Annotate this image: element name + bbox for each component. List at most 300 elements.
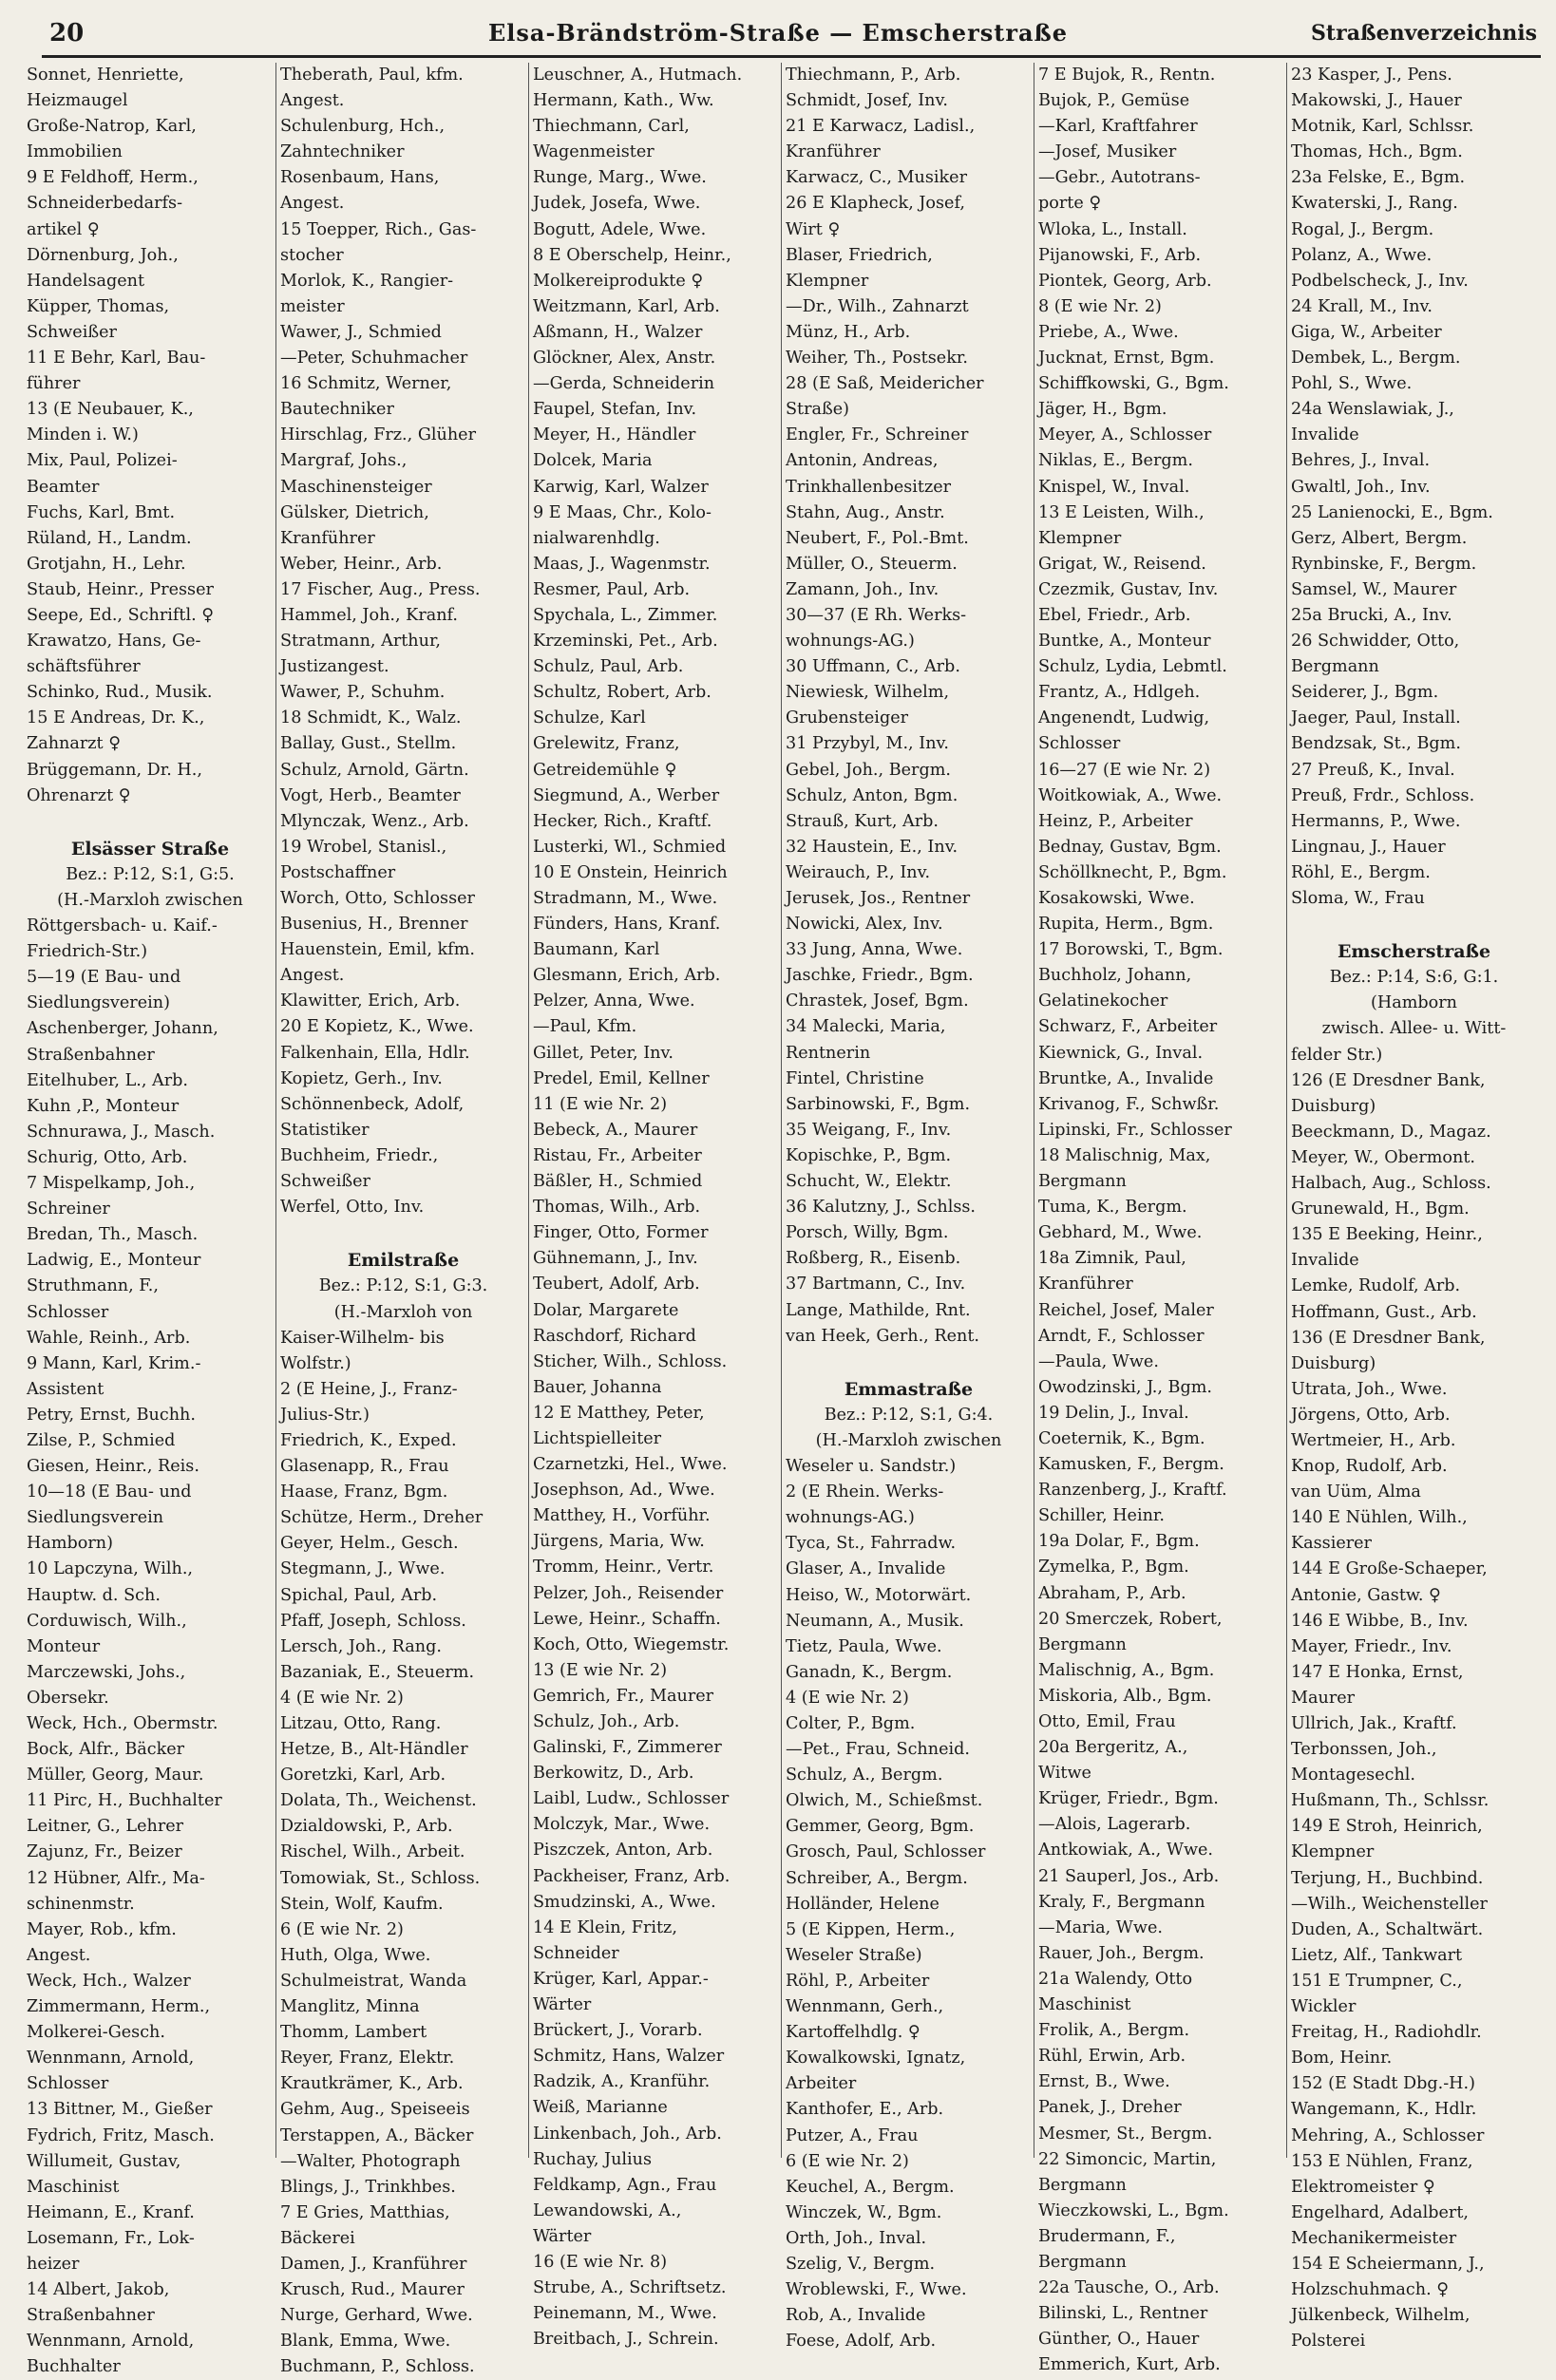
street-info: (Hamborn [1371,993,1457,1013]
directory-entry: führer [27,374,81,394]
directory-entry: 11 Pirc, H., Buchhalter [27,1791,222,1811]
directory-entry: Haase, Franz, Bgm. [280,1483,448,1502]
directory-entry: Brückert, J., Vorarb. [533,2021,703,2041]
directory-entry: Glesmann, Erich, Arb. [533,966,721,986]
directory-entry: 10 E Onstein, Heinrich [533,862,728,882]
directory-entry: 153 E Nühlen, Franz, [1291,2151,1473,2171]
directory-entry: Friedrich-Str.) [27,942,148,962]
directory-entry: Finger, Otto, Former [533,1223,709,1243]
column-2 [275,63,528,2377]
directory-entry: 140 E Nühlen, Wilh., [1291,1508,1468,1528]
directory-entry: Schulz, Joh., Arb. [533,1712,680,1731]
directory-entry: Manglitz, Minna [280,1997,420,2017]
directory-entry: Terstappen, A., Bäcker [280,2125,474,2145]
directory-entry: Thomas, Hch., Bgm. [1291,142,1463,162]
directory-entry: Thomas, Wilh., Arb. [533,1198,701,1218]
directory-entry: Schreiber, A., Bergm. [786,1868,968,1888]
directory-entry: Motnik, Karl, Schlssr. [1291,117,1474,137]
directory-entry: Statistiker [280,1120,370,1140]
directory-entry: Engler, Fr., Schreiner [786,425,969,445]
directory-entry: 20a Bergeritz, A., [1038,1738,1188,1758]
directory-entry: Neumann, A., Musik. [786,1611,964,1631]
directory-entry: Lemke, Rudolf, Arb. [1291,1276,1461,1296]
directory-entry: Worch, Otto, Schlosser [280,889,475,908]
directory-entry: 17 Fischer, Aug., Press. [280,579,481,599]
directory-entry: Lipinski, Fr., Schlosser [1038,1120,1232,1140]
directory-entry: Weseler Straße) [786,1945,922,1965]
directory-entry: Schnurawa, J., Masch. [27,1122,216,1142]
directory-entry: Lusterki, Wl., Schmied [533,837,727,857]
directory-entry: Heizmaugel [27,91,128,111]
directory-entry: Wirt ♀ [786,219,841,239]
directory-entry: Porsch, Willy, Bgm. [786,1223,949,1243]
directory-entry: Klawitter, Erich, Arb. [280,992,461,1011]
directory-entry: Invalide [1291,425,1359,445]
directory-entry: Lietz, Alf., Tankwart [1291,1945,1463,1965]
street-info: (H.-Marxloh zwischen [57,891,243,910]
directory-entry: 8 E Oberschelp, Heinr., [533,245,731,265]
directory-entry: Sarbinowski, F., Bgm. [786,1094,971,1114]
directory-entry: 4 (E wie Nr. 2) [786,1688,909,1708]
directory-entry: 20 Smerczek, Robert, [1038,1609,1223,1629]
directory-entry: Matthey, H., Vorführ. [533,1506,711,1526]
directory-entry: Schurig, Otto, Arb. [27,1147,188,1167]
directory-entry: 15 Toepper, Rich., Gas- [280,219,477,239]
directory-entry: Weiß, Marianne [533,2098,668,2118]
directory-entry: Grelewitz, Franz, [533,734,680,754]
directory-entry: Foese, Adolf, Arb. [786,2332,937,2352]
directory-entry: Kwaterski, J., Rang. [1291,194,1458,214]
directory-entry: Staub, Heinr., Presser [27,579,214,599]
directory-entry: Knop, Rudolf, Arb. [1291,1457,1448,1477]
directory-entry: Putzer, A., Frau [786,2125,919,2145]
directory-entry: Gwaltl, Joh., Inv. [1291,477,1431,497]
directory-entry: Owodzinski, J., Bgm. [1038,1377,1212,1397]
directory-entry: 147 E Honka, Ernst, [1291,1662,1464,1682]
directory-entry: van Heek, Gerh., Rent. [786,1326,980,1346]
directory-entry: Utrata, Joh., Wwe. [1291,1379,1448,1399]
directory-entry: 21 E Karwacz, Ladisl., [786,117,976,137]
directory-entry: Krzeminski, Pet., Arb. [533,632,718,652]
directory-entry: Monteur [27,1636,101,1656]
directory-entry: Packheiser, Franz, Arb. [533,1866,731,1886]
directory-entry: wohnungs-AG.) [786,632,915,652]
directory-entry: Halbach, Aug., Schloss. [1291,1174,1491,1194]
directory-entry: Krüger, Karl, Appar.- [533,1969,709,1989]
directory-entry: 26 Schwidder, Otto, [1291,632,1460,652]
directory-entry: Mesmer, St., Bergm. [1038,2124,1213,2144]
directory-entry: 20 E Kopietz, K., Wwe. [280,1017,474,1037]
directory-entry: Ullrich, Jak., Kraftf. [1291,1714,1457,1733]
directory-entry: Bendzsak, St., Bgm. [1291,734,1461,754]
directory-entry: Lichtspielleiter [533,1428,662,1448]
directory-entry: 16 (E wie Nr. 8) [533,2252,668,2272]
directory-entry: Engelhard, Adalbert, [1291,2202,1469,2222]
directory-entry: Thiechmann, Carl, [533,117,690,137]
directory-entry: 18a Zimnik, Paul, [1038,1249,1186,1269]
directory-entry: 36 Kalutzny, J., Schlss. [786,1198,977,1218]
directory-entry: Kosakowski, Wwe. [1038,889,1195,908]
directory-entry: 135 E Beeking, Heinr., [1291,1225,1483,1245]
directory-entry: Röhl, E., Bergm. [1291,862,1431,882]
directory-entry: Siedlungsverein [27,1508,164,1528]
directory-entry: Weck, Hch., Walzer [27,1971,191,1991]
directory-entry: Schlosser [27,1302,109,1322]
directory-entry: Schulze, Karl [533,708,646,728]
directory-entry: —Karl, Kraftfahrer [1038,117,1198,137]
directory-entry: felder Str.) [1291,1045,1383,1065]
directory-entry: Wloka, L., Install. [1038,219,1187,239]
directory-entry: Faupel, Stefan, Inv. [533,400,697,420]
street-info: (H.-Marxloh zwischen [815,1430,1002,1450]
directory-entry: Wennmann, Arnold, [27,2332,195,2352]
directory-entry: Zymelka, P., Bgm. [1038,1558,1189,1577]
directory-entry: Bruntke, A., Invalide [1038,1068,1214,1088]
directory-entry: Piszczek, Anton, Arb. [533,1841,713,1861]
directory-entry: Giga, W., Arbeiter [1291,322,1442,342]
directory-entry: Kanthofer, E., Arb. [786,2100,944,2120]
directory-entry: Kaiser-Wilhelm- bis [280,1328,445,1348]
directory-entry: 4 (E wie Nr. 2) [280,1688,404,1708]
directory-entry: Lewandowski, A., [533,2201,682,2220]
directory-entry: —Pet., Frau, Schneid. [786,1740,970,1760]
directory-entry: 22 Simoncic, Martin, [1038,2149,1217,2169]
directory-entry: Freitag, H., Radiohdlr. [1291,2023,1482,2043]
directory-entry: Wawer, J., Schmied [280,322,442,342]
directory-entry: Zahnarzt ♀ [27,734,122,754]
directory-entry: Josephson, Ad., Wwe. [533,1481,715,1501]
directory-entry: Rogal, J., Bergm. [1291,219,1434,239]
directory-entry: Jörgens, Otto, Arb. [1291,1405,1451,1425]
directory-entry: stocher [280,245,344,265]
directory-entry: 152 (E Stadt Dbg.-H.) [1291,2074,1475,2094]
directory-entry: 13 Bittner, M., Gießer [27,2100,213,2120]
directory-entry: Wroblewski, F., Wwe. [786,2280,967,2300]
directory-entry: 13 (E Neubauer, K., [27,400,194,420]
directory-entry: 12 E Matthey, Peter, [533,1403,705,1423]
directory-entry: Neubert, F., Pol.-Bmt. [786,528,969,548]
directory-entry: Roßberg, R., Eisenb. [786,1249,961,1269]
directory-entry: 25 Lanienocki, E., Bgm. [1291,502,1493,522]
directory-entry: Bautechniker [280,400,394,420]
directory-entry: Gühnemann, J., Inv. [533,1249,698,1269]
directory-entry: 5 (E Kippen, Herm., [786,1919,956,1939]
directory-entry: 126 (E Dresdner Bank, [1291,1070,1486,1090]
directory-entry: 22a Tausche, O., Arb. [1038,2278,1220,2298]
directory-entry: Wärter [533,2226,592,2246]
directory-entry: Kranführer [280,528,375,548]
directory-entry: 18 Schmidt, K., Walz. [280,708,462,728]
directory-entry: Mix, Paul, Polizei- [27,451,178,471]
directory-entry: Bebeck, A., Maurer [533,1120,698,1140]
directory-entry: Krautkrämer, K., Arb. [280,2074,464,2094]
directory-entry: Glasenapp, R., Frau [280,1457,449,1477]
directory-entry: Giesen, Heinr., Reis. [27,1457,199,1477]
directory-entry: Ruchay, Julius [533,2149,653,2169]
directory-entry: Bujok, P., Gemüse [1038,91,1190,111]
directory-entry: Friedrich, K., Exped. [280,1430,457,1450]
directory-entry: Brudermann, F., [1038,2226,1176,2246]
directory-entry: 34 Malecki, Maria, [786,1017,946,1037]
directory-entry: 9 E Maas, Chr., Kolo- [533,502,712,522]
directory-entry: Dembek, L., Bergm. [1291,349,1461,368]
directory-entry: Arbeiter [786,2074,857,2094]
directory-entry: Holzschuhmach. ♀ [1291,2280,1450,2300]
directory-entry: Glöckner, Alex, Anstr. [533,349,716,368]
directory-entry: Mayer, Rob., kfm. [27,1919,177,1939]
directory-entry: Pohl, S., Wwe. [1291,374,1413,394]
directory-entry: Piontek, Georg, Arb. [1038,271,1212,291]
directory-entry: Aschenberger, Johann, [27,1019,218,1039]
directory-entry: Ristau, Fr., Arbeiter [533,1145,702,1165]
directory-entry: Blank, Emma, Wwe. [280,2332,451,2352]
directory-entry: 7 E Bujok, R., Rentn. [1038,66,1216,85]
directory-entry: Gehm, Aug., Speiseeis [280,2100,470,2120]
directory-entry: Podbelscheck, J., Inv. [1291,271,1469,291]
directory-entry: Siegmund, A., Werber [533,785,720,805]
directory-entry: Weirauch, P., Inv. [786,862,931,882]
directory-entry: Dörnenburg, Joh., [27,245,179,265]
directory-entry: Rischel, Wilh., Arbeit. [280,1842,465,1862]
directory-entry: Bergmann [1291,657,1379,677]
directory-entry: Heiso, W., Motorwärt. [786,1585,972,1605]
directory-entry: Raschdorf, Richard [533,1326,696,1346]
directory-entry: Schulmeistrat, Wanda [280,1971,467,1991]
directory-entry: Leuschner, A., Hutmach. [533,66,743,85]
directory-entry: Straßenbahner [27,1045,155,1065]
directory-entry: Falkenhain, Ella, Hdlr. [280,1043,470,1063]
directory-entry: Meyer, W., Obermont. [1291,1147,1476,1167]
directory-entry: Resmer, Paul, Arb. [533,579,691,599]
directory-entry: Bogutt, Adele, Wwe. [533,219,707,239]
directory-entry: Wertmeier, H., Arb. [1291,1430,1456,1450]
directory-entry: Preuß, Frdr., Schloss. [1291,785,1475,805]
directory-entry: 10 Lapczyna, Wilh., [27,1559,194,1579]
directory-entry: 21 Sauperl, Jos., Arb. [1038,1866,1220,1886]
directory-entry: Koch, Otto, Wiegemstr. [533,1634,730,1654]
street-heading: Elsässer Straße [70,838,230,859]
directory-entry: 10—18 (E Bau- und [27,1483,192,1502]
directory-entry: Priebe, A., Wwe. [1038,322,1179,342]
directory-entry: Antonie, Gastw. ♀ [1291,1585,1441,1605]
directory-entry: Rüland, H., Landm. [27,528,192,548]
directory-entry: Hamborn) [27,1534,113,1554]
directory-entry: Maschinensteiger [280,477,432,497]
directory-entry: Bäckerei [280,2228,355,2248]
directory-entry: Molkerei-Gesch. [27,2023,165,2043]
directory-entry: Wahle, Reinh., Arb. [27,1328,191,1348]
directory-entry: Fünders, Hans, Kranf. [533,915,721,935]
section-title: Straßenverzeichnis [1311,21,1537,46]
directory-entry: Jürgens, Maria, Ww. [533,1532,705,1552]
directory-entry: Samsel, W., Maurer [1291,579,1457,599]
directory-entry: Czezmik, Gustav, Inv. [1038,579,1219,599]
directory-entry: Stratmann, Arthur, [280,632,442,652]
directory-entry: Schönnenbeck, Adolf, [280,1094,465,1114]
directory-entry: 15 E Andreas, Dr. K., [27,708,205,728]
directory-entry: Blaser, Friedrich, [786,245,933,265]
directory-entry: Laibl, Ludw., Schlosser [533,1789,730,1809]
directory-entry: Bäßler, H., Schmied [533,1172,703,1192]
directory-entry: Maschinist [27,2177,120,2197]
directory-entry: Bednay, Gustav, Bgm. [1038,837,1222,857]
directory-entry: Schulenburg, Hch., [280,117,446,137]
directory-entry: Wennmann, Gerh., [786,1997,944,2017]
directory-entry: Stradmann, M., Wwe. [533,889,718,908]
directory-entry: Wieczkowski, L., Bgm. [1038,2201,1229,2220]
directory-entry: Dolar, Margarete [533,1300,679,1320]
directory-entry: Feldkamp, Agn., Frau [533,2175,717,2195]
directory-entry: Minden i. W.) [27,425,139,445]
directory-entry: Münz, H., Arb. [786,322,911,342]
directory-entry: Mayer, Friedr., Inv. [1291,1636,1452,1656]
directory-entry: Meyer, H., Händler [533,425,696,445]
directory-entry: Invalide [1291,1251,1359,1271]
directory-entry: Jaeger, Paul, Install. [1291,708,1461,728]
directory-entry: Rynbinske, F., Bergm. [1291,554,1477,574]
directory-entry: Duisburg) [1291,1096,1376,1116]
directory-entry: Polsterei [1291,2332,1366,2352]
directory-entry: Czarnetzki, Hel., Wwe. [533,1455,728,1475]
directory-entry: Bauer, Johanna [533,1377,662,1397]
directory-entry: 37 Bartmann, C., Inv. [786,1275,966,1294]
directory-entry: Bergmann [1038,2252,1127,2272]
directory-entry: van Uüm, Alma [1291,1483,1421,1502]
directory-entry: Tyca, St., Fahrradw. [786,1534,957,1554]
directory-entry: Maschinist [1038,1995,1131,2015]
directory-entry: 19a Dolar, F., Bgm. [1038,1532,1200,1552]
directory-entry: 151 E Trumpner, C., [1291,1971,1463,1991]
directory-entry: Postschaffner [280,862,396,882]
directory-entry: Marczewski, Johs., [27,1662,186,1682]
directory-entry: Grigat, W., Reisend. [1038,554,1206,574]
directory-entry: Müller, O., Steuerm. [786,554,958,574]
directory-entry: Panek, J., Dreher [1038,2098,1182,2118]
directory-entry: Theberath, Paul, kfm. [280,66,464,85]
directory-entry: wohnungs-AG.) [786,1508,915,1528]
directory-entry: Jaschke, Friedr., Bgm. [786,966,974,986]
directory-entry: Aßmann, H., Walzer [533,322,703,342]
directory-entry: —Wilh., Weichensteller [1291,1894,1488,1914]
directory-entry: 7 E Gries, Matthias, [280,2202,450,2222]
directory-entry: 12 Hübner, Alfr., Ma- [27,1868,205,1888]
directory-entry: Thiechmann, P., Arb. [786,66,961,85]
directory-entry: Schmitz, Hans, Walzer [533,2047,725,2067]
directory-entry: Kopietz, Gerh., Inv. [280,1068,443,1088]
directory-entry [786,1350,1032,1375]
directory-entry: 6 (E wie Nr. 2) [280,1919,404,1939]
directory-entry: Tuma, K., Bergm. [1038,1198,1187,1218]
directory-entry: 8 (E wie Nr. 2) [1038,296,1162,316]
directory-entry: Siedlungsverein) [27,993,170,1013]
directory-entry: 13 E Leisten, Wilh., [1038,502,1205,522]
directory-entry: Wärter [533,1995,592,2015]
directory-entry: Breitbach, J., Schrein. [533,2330,719,2350]
directory-entry: Niewiesk, Wilhelm, [786,683,950,703]
directory-entry: Eitelhuber, L., Arb. [27,1070,189,1090]
directory-entry: Weiher, Th., Postsekr. [786,349,968,368]
directory-entry: Dolcek, Maria [533,451,653,471]
directory-entry: Günther, O., Hauer [1038,2330,1200,2350]
directory-entry: Justizangest. [280,657,389,677]
directory-entry: Hirschlag, Frz., Glüher [280,425,476,445]
directory-entry: Schulz, Anton, Bgm. [786,785,958,805]
directory-entry: Bredan, Th., Masch. [27,1225,199,1245]
directory-entry: Emmerich, Kurt, Arb. [1038,2355,1221,2375]
directory-entry: 32 Haustein, E., Inv. [786,837,958,857]
directory-entry: Berkowitz, D., Arb. [533,1764,694,1784]
directory-entry: Mehring, A., Schlosser [1291,2125,1485,2145]
directory-entry: Seepe, Ed., Schriftl. ♀ [27,605,215,625]
directory-entry: Winczek, W., Bgm. [786,2202,942,2222]
directory-entry: Gemmer, Georg, Bgm. [786,1817,975,1837]
directory-entry: Immobilien [27,142,123,162]
directory-entry: 19 Wrobel, Stanisl., [280,837,447,857]
directory-entry: Weseler u. Sandstr.) [786,1457,957,1477]
directory-entry: Große-Natrop, Karl, [27,117,197,137]
street-heading: Emmastraße [844,1378,974,1400]
directory-entry: Krüger, Friedr., Bgm. [1038,1789,1219,1809]
directory-entry: Jülkenbeck, Wilhelm, [1291,2306,1471,2326]
directory-entry: Dzialdowski, P., Arb. [280,1817,453,1837]
directory-entry: Glaser, A., Invalide [786,1559,946,1579]
directory-entry: Bilinski, L., Rentner [1038,2304,1208,2324]
directory-entry: Straßenbahner [27,2306,155,2326]
directory-entry: Stein, Wolf, Kaufm. [280,1894,444,1914]
directory-entry: 5—19 (E Bau- und [27,968,181,988]
directory-entry: Baumann, Karl [533,940,660,960]
directory-entry: Angest. [280,91,345,111]
directory-entry: 6 (E wie Nr. 2) [786,2151,909,2171]
directory-entry: —Paula, Wwe. [1038,1351,1159,1371]
directory-entry: Rauer, Joh., Bergm. [1038,1943,1205,1963]
directory-entry: Hecker, Rich., Kraftf. [533,811,712,831]
street-heading: Emilstraße [347,1250,460,1272]
directory-entry: 13 (E wie Nr. 2) [533,1660,668,1680]
directory-entry: Assistent [27,1379,104,1399]
directory-entry: Gebel, Joh., Bergm. [786,760,951,780]
directory-entry: Stahn, Aug., Anstr. [786,502,945,522]
directory-entry: 149 E Stroh, Heinrich, [1291,1817,1483,1837]
directory-entry: Schweißer [280,1172,370,1192]
directory-entry [1291,912,1537,937]
directory-entry: Bergmann [1038,1172,1127,1192]
directory-entry: 19 Delin, J., Inval. [1038,1403,1189,1423]
directory-entry: Niklas, E., Bergm. [1038,451,1193,471]
directory-entry: Tomowiak, St., Schloss. [280,1868,481,1888]
directory-entry: Wawer, P., Schuhm. [280,683,446,703]
directory-entry: Schlosser [1038,734,1121,754]
directory-entry: Schöllknecht, P., Bgm. [1038,862,1227,882]
column-3 [528,63,781,2350]
directory-entry: Reyer, Franz, Elektr. [280,2049,455,2068]
street-info: Bez.: P:12, S:1, G:4. [824,1405,994,1425]
directory-entry: Gerz, Albert, Bergm. [1291,528,1468,548]
directory-entry: Litzau, Otto, Rang. [280,1714,442,1733]
directory-entry: Abraham, P., Arb. [1038,1583,1186,1603]
directory-entry: Schreiner [27,1199,110,1219]
directory-entry: Julius-Str.) [280,1405,370,1425]
directory-entry: Polanz, A., Wwe. [1291,245,1433,265]
directory-entry: Küpper, Thomas, [27,296,170,316]
directory-entry: Strube, A., Schriftsetz. [533,2278,727,2298]
directory-entry: Zahntechniker [280,142,405,162]
directory-entry: Ballay, Gust., Stellm. [280,734,457,754]
directory-entry: Schulz, A., Bergm. [786,1766,943,1785]
directory-entry: Kartoffelhdlg. ♀ [786,2023,920,2043]
directory-entry: Grotjahn, H., Lehr. [27,554,186,574]
directory-entry: Grunewald, H., Bgm. [1291,1199,1470,1219]
